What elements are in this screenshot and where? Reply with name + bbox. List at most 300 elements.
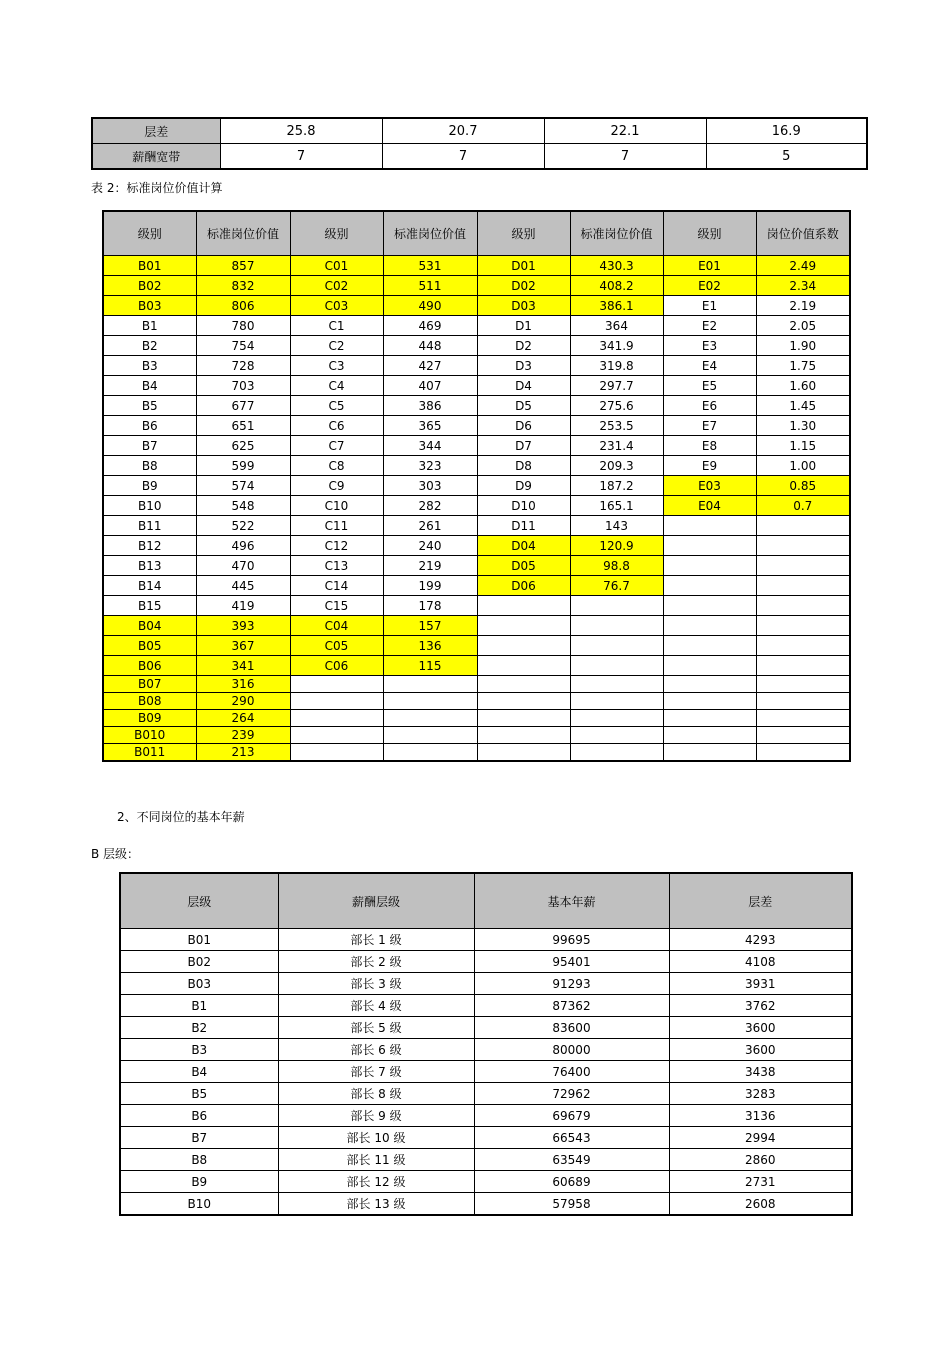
table-cell [383,744,477,762]
table-cell: 部长 10 级 [278,1127,474,1149]
table-cell [756,710,850,727]
table-cell: B9 [103,476,196,496]
table-cell [663,656,756,676]
table-row [120,1149,852,1171]
table-cell [383,693,477,710]
table-cell: 部长 9 级 [278,1105,474,1127]
table-cell: 386.1 [570,296,663,316]
table-cell: 1.00 [756,456,850,476]
table-cell: D06 [477,576,570,596]
table-row [120,951,852,973]
table-cell: B12 [103,536,196,556]
table-cell: B01 [103,256,196,276]
table-cell: 部长 2 级 [278,951,474,973]
table-cell [570,676,663,693]
table-cell: 4108 [669,951,852,973]
table-cell: C05 [290,636,383,656]
table-row [103,636,850,656]
table-row [120,973,852,995]
table-cell: 部长 7 级 [278,1061,474,1083]
table-cell: C12 [290,536,383,556]
table-cell: B5 [103,396,196,416]
table-row [92,118,867,144]
table-row [103,710,850,727]
table-cell: 275.6 [570,396,663,416]
table-cell: 1.60 [756,376,850,396]
table-cell: B11 [103,516,196,536]
table-cell: 651 [196,416,290,436]
table-cell: B3 [103,356,196,376]
table-cell: 522 [196,516,290,536]
column-header: 层差 [669,873,852,929]
table-cell: B1 [120,995,278,1017]
table-cell: E5 [663,376,756,396]
table-cell: 16.9 [706,118,867,144]
table-cell: D04 [477,536,570,556]
table-row [120,929,852,951]
table-cell: D9 [477,476,570,496]
table-cell: E9 [663,456,756,476]
table-cell: 599 [196,456,290,476]
column-header: 标准岗位价值 [570,211,663,256]
table-cell: B4 [120,1061,278,1083]
table-cell [756,656,850,676]
table-row [103,596,850,616]
table-cell: 99695 [474,929,669,951]
table-cell: D11 [477,516,570,536]
table-cell [477,744,570,762]
table-cell [756,727,850,744]
table-cell: C6 [290,416,383,436]
table-cell: B7 [103,436,196,456]
table-cell [756,744,850,762]
column-header: 层级 [120,873,278,929]
table-cell [663,576,756,596]
table-cell: 136 [383,636,477,656]
table-cell: B10 [103,496,196,516]
table-cell [756,536,850,556]
table-cell [570,636,663,656]
table-cell: 2.49 [756,256,850,276]
table-row [103,316,850,336]
table-cell: 323 [383,456,477,476]
table-cell: 部长 12 级 [278,1171,474,1193]
table-cell: 部长 11 级 [278,1149,474,1171]
table-cell: 2.34 [756,276,850,296]
table-cell [570,727,663,744]
table-cell: 469 [383,316,477,336]
table-cell: 部长 13 级 [278,1193,474,1216]
table-cell: 5 [706,144,867,170]
table-row [103,476,850,496]
table-cell: 780 [196,316,290,336]
table-cell: D2 [477,336,570,356]
table-row [120,995,852,1017]
table-row [103,727,850,744]
table-row [103,276,850,296]
table-cell: B5 [120,1083,278,1105]
table-cell: 419 [196,596,290,616]
table-cell: B2 [103,336,196,356]
table-cell: D5 [477,396,570,416]
table-row [120,1105,852,1127]
table-cell: 69679 [474,1105,669,1127]
table-cell: 319.8 [570,356,663,376]
column-header: 级别 [663,211,756,256]
table-cell: B011 [103,744,196,762]
table-row [103,556,850,576]
column-header: 级别 [103,211,196,256]
table-cell [756,676,850,693]
table-cell: 219 [383,556,477,576]
table-cell: 0.85 [756,476,850,496]
table-cell: 728 [196,356,290,376]
table-row [120,1083,852,1105]
table-cell [477,636,570,656]
column-header: 标准岗位价值 [383,211,477,256]
table-row [103,416,850,436]
table-cell [663,710,756,727]
table-row [103,396,850,416]
table-cell: C8 [290,456,383,476]
table-cell [570,656,663,676]
table-cell [663,556,756,576]
table-cell [663,693,756,710]
table-cell [290,693,383,710]
table-cell: D4 [477,376,570,396]
table-cell: B02 [120,951,278,973]
table-cell: 3136 [669,1105,852,1127]
table-cell: 3600 [669,1017,852,1039]
table-cell: 282 [383,496,477,516]
table-cell: 213 [196,744,290,762]
table-cell: D01 [477,256,570,276]
table-cell: 部长 8 级 [278,1083,474,1105]
table-cell: D10 [477,496,570,516]
table-row [103,356,850,376]
table-cell: 1.75 [756,356,850,376]
table-cell: C04 [290,616,383,636]
table-cell: B9 [120,1171,278,1193]
table-row [103,616,850,636]
table-cell [756,576,850,596]
table-cell: 297.7 [570,376,663,396]
b-level-salary-table [119,872,853,1216]
table-cell: C5 [290,396,383,416]
column-header: 级别 [290,211,383,256]
table-cell: 0.7 [756,496,850,516]
table-cell: C03 [290,296,383,316]
table-cell [570,616,663,636]
table-cell [383,710,477,727]
table-row [103,656,850,676]
table-cell: C2 [290,336,383,356]
table-row [120,1039,852,1061]
table-row [92,144,867,170]
table-cell [477,676,570,693]
table-cell [756,516,850,536]
table-cell: 239 [196,727,290,744]
table-cell: 部长 5 级 [278,1017,474,1039]
table-cell: B14 [103,576,196,596]
table-cell: B1 [103,316,196,336]
table-cell: 120.9 [570,536,663,556]
table-cell: 2994 [669,1127,852,1149]
b-level-label: B 层级： [91,847,140,861]
table-row [103,693,850,710]
row-label-cell: 层差 [92,118,220,144]
table-row [103,536,850,556]
table-row [120,1193,852,1216]
table-row [120,1061,852,1083]
table-cell: 574 [196,476,290,496]
table-cell: 496 [196,536,290,556]
table-cell [663,636,756,656]
table-cell: 部长 3 级 [278,973,474,995]
table-cell: 393 [196,616,290,636]
table-cell: 25.8 [220,118,382,144]
table-cell: 87362 [474,995,669,1017]
table-cell: E4 [663,356,756,376]
table-cell: 386 [383,396,477,416]
table-cell: B8 [120,1149,278,1171]
table-cell: C11 [290,516,383,536]
table-cell: 264 [196,710,290,727]
table-cell: 2731 [669,1171,852,1193]
table-cell: 57958 [474,1193,669,1216]
table-cell: B15 [103,596,196,616]
table-cell: B4 [103,376,196,396]
table-cell: 部长 1 级 [278,929,474,951]
table-row [103,376,850,396]
table-cell: B8 [103,456,196,476]
table-cell [756,616,850,636]
table-cell: 427 [383,356,477,376]
table-cell [477,693,570,710]
table-cell: B03 [103,296,196,316]
table-cell [663,516,756,536]
table-cell [663,596,756,616]
table-cell: 115 [383,656,477,676]
table-cell: B04 [103,616,196,636]
table-cell: 1.30 [756,416,850,436]
table-cell: 157 [383,616,477,636]
table-cell: 63549 [474,1149,669,1171]
table-cell: 367 [196,636,290,656]
table-cell: E8 [663,436,756,456]
table-cell [663,744,756,762]
table-cell [477,656,570,676]
table-cell: 677 [196,396,290,416]
table-cell: 341 [196,656,290,676]
table-cell [477,727,570,744]
table-cell: B06 [103,656,196,676]
table-row [120,1127,852,1149]
table-cell: C13 [290,556,383,576]
table-cell: 703 [196,376,290,396]
table-cell: B01 [120,929,278,951]
table-cell: 1.90 [756,336,850,356]
table-cell [756,556,850,576]
table-cell: 1.45 [756,396,850,416]
table-header-row [120,873,852,929]
table-cell: 261 [383,516,477,536]
table-cell: 22.1 [544,118,706,144]
table-cell: C06 [290,656,383,676]
table-cell: 625 [196,436,290,456]
table-cell: 2.19 [756,296,850,316]
section-heading-basic-salary: 2、不同岗位的基本年薪 [117,810,245,824]
table-row [103,436,850,456]
table-row [103,336,850,356]
table-cell: 548 [196,496,290,516]
table-cell [570,693,663,710]
table-cell: 3283 [669,1083,852,1105]
table-cell [663,616,756,636]
table-cell: 832 [196,276,290,296]
row-label-cell: 薪酬宽带 [92,144,220,170]
table-cell: 445 [196,576,290,596]
table-cell: C7 [290,436,383,456]
table-cell: B07 [103,676,196,693]
table-cell [663,536,756,556]
table-cell [477,710,570,727]
table-cell: D3 [477,356,570,376]
table-cell: 20.7 [382,118,544,144]
table-cell: 316 [196,676,290,693]
table-cell: 448 [383,336,477,356]
table-cell: 95401 [474,951,669,973]
table-cell: 80000 [474,1039,669,1061]
table-cell: E3 [663,336,756,356]
standard-position-value-table [102,210,851,762]
table-cell: C10 [290,496,383,516]
table-row [103,576,850,596]
table-cell [290,727,383,744]
table-cell: 2860 [669,1149,852,1171]
table-cell: 754 [196,336,290,356]
table-cell: 3762 [669,995,852,1017]
table-cell: 430.3 [570,256,663,276]
column-header: 级别 [477,211,570,256]
table-cell: 2608 [669,1193,852,1216]
table-cell: 72962 [474,1083,669,1105]
table-row [103,256,850,276]
table-cell: 407 [383,376,477,396]
table-cell: 290 [196,693,290,710]
table-cell: B09 [103,710,196,727]
layer-difference-table [91,117,868,170]
table-row [103,456,850,476]
table-cell: 1.15 [756,436,850,456]
table-row [103,516,850,536]
table-cell: B6 [120,1105,278,1127]
table-cell: 857 [196,256,290,276]
table-cell: 806 [196,296,290,316]
table-cell: 部长 6 级 [278,1039,474,1061]
table-cell: 91293 [474,973,669,995]
table-cell: 7 [544,144,706,170]
table-cell: 98.8 [570,556,663,576]
table-cell: 364 [570,316,663,336]
table-row [103,744,850,762]
table-cell: 7 [382,144,544,170]
table-cell: 165.1 [570,496,663,516]
table-cell: 143 [570,516,663,536]
table-cell: 76400 [474,1061,669,1083]
table-cell [383,676,477,693]
table-cell: 490 [383,296,477,316]
table-cell: 4293 [669,929,852,951]
table-cell: B6 [103,416,196,436]
table-cell: 231.4 [570,436,663,456]
table-cell: B03 [120,973,278,995]
table-cell [290,710,383,727]
table-cell: D6 [477,416,570,436]
table-cell [570,596,663,616]
table-cell: E6 [663,396,756,416]
table-cell: E7 [663,416,756,436]
table-cell: D7 [477,436,570,456]
table-cell: C14 [290,576,383,596]
table-cell: D03 [477,296,570,316]
table-cell [570,710,663,727]
table-row [103,676,850,693]
table-cell: 240 [383,536,477,556]
table-cell: B10 [120,1193,278,1216]
table-cell: D02 [477,276,570,296]
table-cell: E01 [663,256,756,276]
table-cell: E02 [663,276,756,296]
table-cell: B7 [120,1127,278,1149]
table-cell: 76.7 [570,576,663,596]
table-cell: 511 [383,276,477,296]
table-row [103,296,850,316]
table-cell: C01 [290,256,383,276]
table-cell: B02 [103,276,196,296]
table-cell: E03 [663,476,756,496]
table-cell: C9 [290,476,383,496]
table-cell: D1 [477,316,570,336]
table-cell: 60689 [474,1171,669,1193]
table-cell: D05 [477,556,570,576]
table-cell: C15 [290,596,383,616]
table-cell: 2.05 [756,316,850,336]
table-row [103,496,850,516]
table-cell: B13 [103,556,196,576]
table-cell: E2 [663,316,756,336]
column-header: 薪酬层级 [278,873,474,929]
table-cell [570,744,663,762]
table-cell: 408.2 [570,276,663,296]
table-cell: B2 [120,1017,278,1039]
table-cell [663,727,756,744]
table-cell: C1 [290,316,383,336]
table-cell [477,616,570,636]
table-cell: B05 [103,636,196,656]
table-row [120,1017,852,1039]
table-cell: B010 [103,727,196,744]
table-cell: 341.9 [570,336,663,356]
table-2-caption: 表 2：标准岗位价值计算 [91,181,223,195]
table-cell [383,727,477,744]
table-cell [290,676,383,693]
table-header-row [103,211,850,256]
table-cell: E04 [663,496,756,516]
table-cell [756,636,850,656]
table-cell [756,693,850,710]
table-cell: 303 [383,476,477,496]
